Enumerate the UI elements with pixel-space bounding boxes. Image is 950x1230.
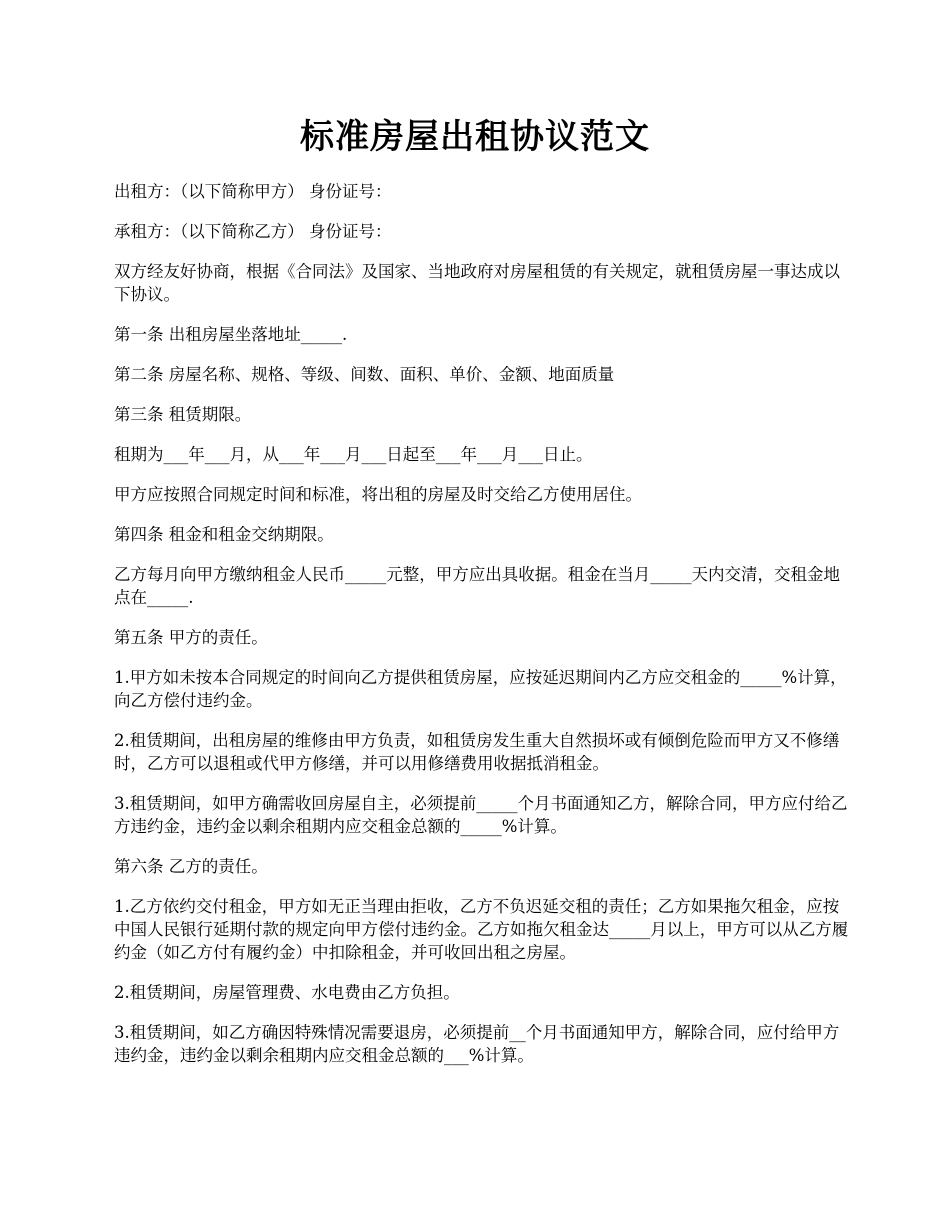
paragraph-lessor-duty-1: 1.甲方如未按本合同规定的时间向乙方提供租赁房屋，应按延迟期间内乙方应交租金的_____%计算，向乙方偿付违约金。 xyxy=(114,668,847,710)
paragraph-lessee: 承租方：（以下简称乙方） 身份证号： xyxy=(114,222,392,241)
paragraph-article-1: 第一条 出租房屋坐落地址_____. xyxy=(114,325,348,344)
document-title: 标准房屋出租协议范文 xyxy=(300,117,650,157)
paragraph-article-2: 第二条 房屋名称、规格、等级、间数、面积、单价、金额、地面质量 xyxy=(114,365,615,384)
paragraph-preamble: 双方经友好协商，根据《合同法》及国家、当地政府对房屋租赁的有关规定，就租赁房屋一事达成以下协议。 xyxy=(114,262,840,304)
paragraph-article-3: 第三条 租赁期限。 xyxy=(114,405,252,424)
paragraph-lessor: 出租方：（以下简称甲方） 身份证号： xyxy=(114,182,392,201)
paragraph-lessor-duty-3: 3.租赁期间，如甲方确需收回房屋自主，必须提前_____个月书面通知乙方，解除合同，甲方应付给乙方违约金，违约金以剩余租期内应交租金总额的_____%计算。 xyxy=(114,794,848,836)
paragraph-lessee-duty-2: 2.租赁期间，房屋管理费、水电费由乙方负担。 xyxy=(114,983,460,1002)
paragraph-lessee-duty-1: 1.乙方依约交付租金，甲方如无正当理由拒收，乙方不负迟延交租的责任；乙方如果拖欠租金，应按中国人民银行延期付款的规定向甲方偿付违约金。乙方如拖欠租金达_____月以上，甲方可以从乙方履约金（如乙方付有履约金）中扣除租金，并可收回出租之房屋。 xyxy=(114,897,849,962)
paragraph-handover: 甲方应按照合同规定时间和标准，将出租的房屋及时交给乙方使用居住。 xyxy=(114,485,642,504)
paragraph-lessee-duty-3: 3.租赁期间，如乙方确因特殊情况需要退房，必须提前__个月书面通知甲方，解除合同，应付给甲方违约金，违约金以剩余租期内应交租金总额的___%计算。 xyxy=(114,1023,840,1065)
paragraph-article-6: 第六条 乙方的责任。 xyxy=(114,857,268,876)
document-body xyxy=(114,180,854,1084)
paragraph-article-5: 第五条 甲方的责任。 xyxy=(114,628,268,647)
paragraph-lease-term: 租期为___年___月，从___年___月___日起至___年___月___日止。 xyxy=(114,445,593,464)
paragraph-lessor-duty-2: 2.租赁期间，出租房屋的维修由甲方负责，如租赁房发生重大自然损坏或有倾倒危险而甲方又不修缮时，乙方可以退租或代甲方修缮，并可以用修缮费用收据抵消租金。 xyxy=(114,731,840,773)
paragraph-rent-payment: 乙方每月向甲方缴纳租金人民币_____元整，甲方应出具收据。租金在当月_____天内交清，交租金地点在_____. xyxy=(114,565,840,607)
paragraph-article-4: 第四条 租金和租金交纳期限。 xyxy=(114,525,334,544)
